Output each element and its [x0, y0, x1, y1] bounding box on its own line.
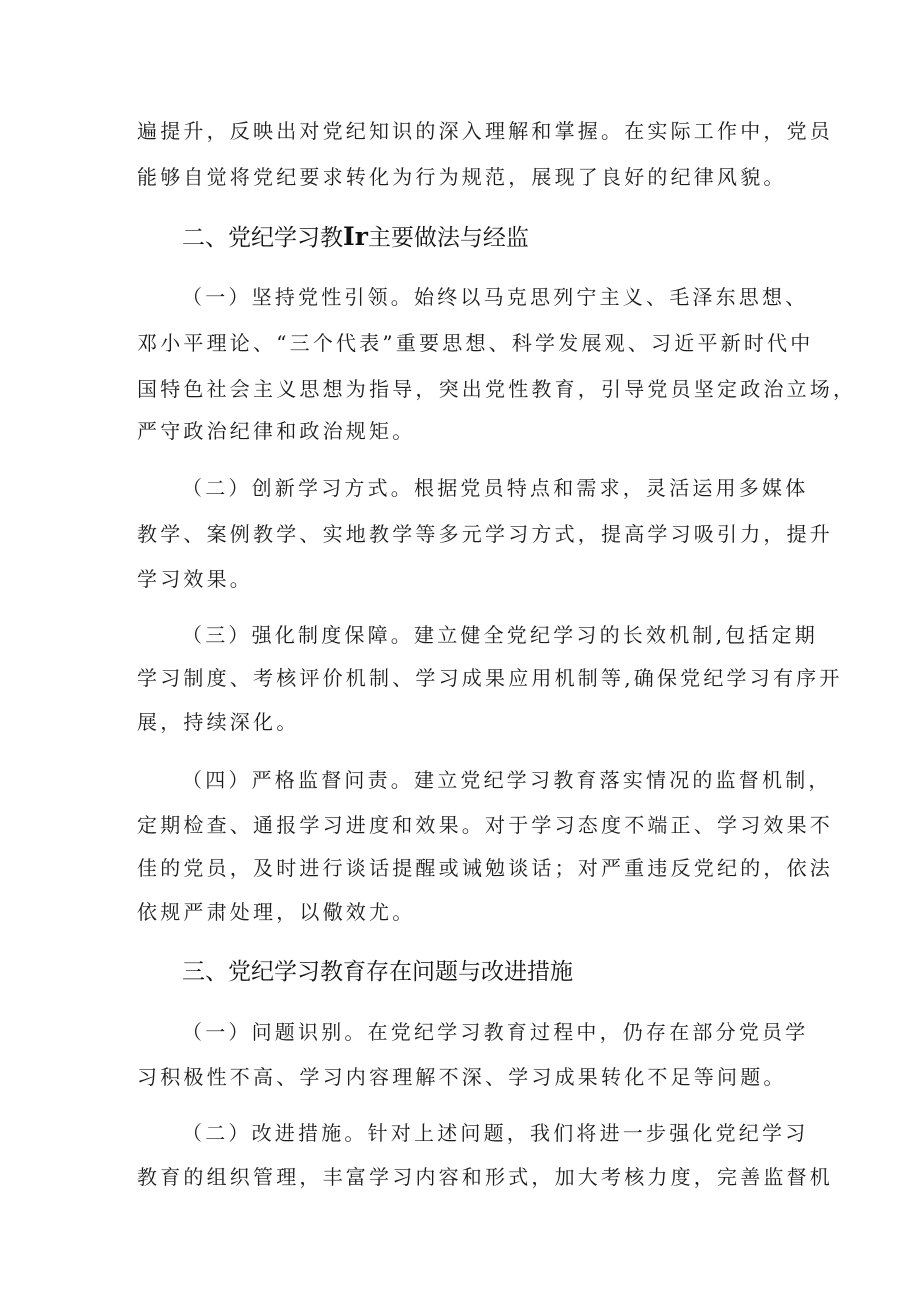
section-heading-3: 三、党纪学习教育存在问题与改进措施 [182, 959, 573, 985]
text-line: （三）强化制度保障。建立健全党纪学习的长效机制,包括定期 [182, 623, 818, 647]
text-line: 学习效果。 [137, 567, 253, 591]
heading-text-before: 二、党纪学习教 [182, 225, 343, 251]
section-heading-2 [182, 221, 529, 254]
text-line: （一）问题识别。在党纪学习教育过程中，仍存在部分党员学 [182, 1020, 809, 1044]
text-line: 邓小平理论、“三个代表”重要思想、科学发展观、习近平新时代中 [137, 331, 814, 355]
text-line: 遍提升，反映出对党纪知识的深入理解和掌握。在实际工作中，党员 [137, 119, 833, 143]
text-line: 学习制度、考核评价机制、学习成果应用机制等,确保党纪学习有序开 [137, 666, 843, 690]
text-line: 定期检查、通报学习进度和效果。对于学习态度不端正、学习效果不 [137, 813, 833, 837]
text-line: 习积极性不高、学习内容理解不深、学习成果转化不足等问题。 [137, 1065, 787, 1089]
text-line: 依规严肃处理，以儆效尤。 [137, 900, 416, 924]
text-line: 国特色社会主义思想为指导，突出党性教育，引导党员坚定政治立场， [137, 377, 857, 401]
text-line: 教学、案例教学、实地教学等多元学习方式，提高学习吸引力，提升 [137, 522, 833, 546]
text-line: （二）创新学习方式。根据党员特点和需求，灵活运用多媒体 [182, 476, 809, 500]
text-line: 严守政治纪律和政治规矩。 [137, 419, 416, 443]
text-line: 佳的党员，及时进行谈话提醒或诫勉谈话；对严重违反党纪的，依法 [137, 856, 833, 880]
text-line: 教育的组织管理，丰富学习内容和形式，加大考核力度，完善监督机 [137, 1165, 833, 1189]
text-line: （四）严格监督问责。建立党纪学习教育落实情况的监督机制， [182, 768, 832, 792]
text-line: 能够自觉将党纪要求转化为行为规范，展现了良好的纪律风貌。 [137, 165, 787, 189]
text-line: 展，持续深化。 [137, 710, 300, 734]
heading-ocr-mark: Ir [343, 222, 368, 251]
text-line: （二）改进措施。针对上述问题，我们将进一步强化党纪学习 [182, 1121, 809, 1145]
heading-text-after: 主要做法与经监 [367, 225, 529, 251]
text-line: （一）坚持党性引领。始终以马克思列宁主义、毛泽东思想、 [182, 285, 809, 309]
